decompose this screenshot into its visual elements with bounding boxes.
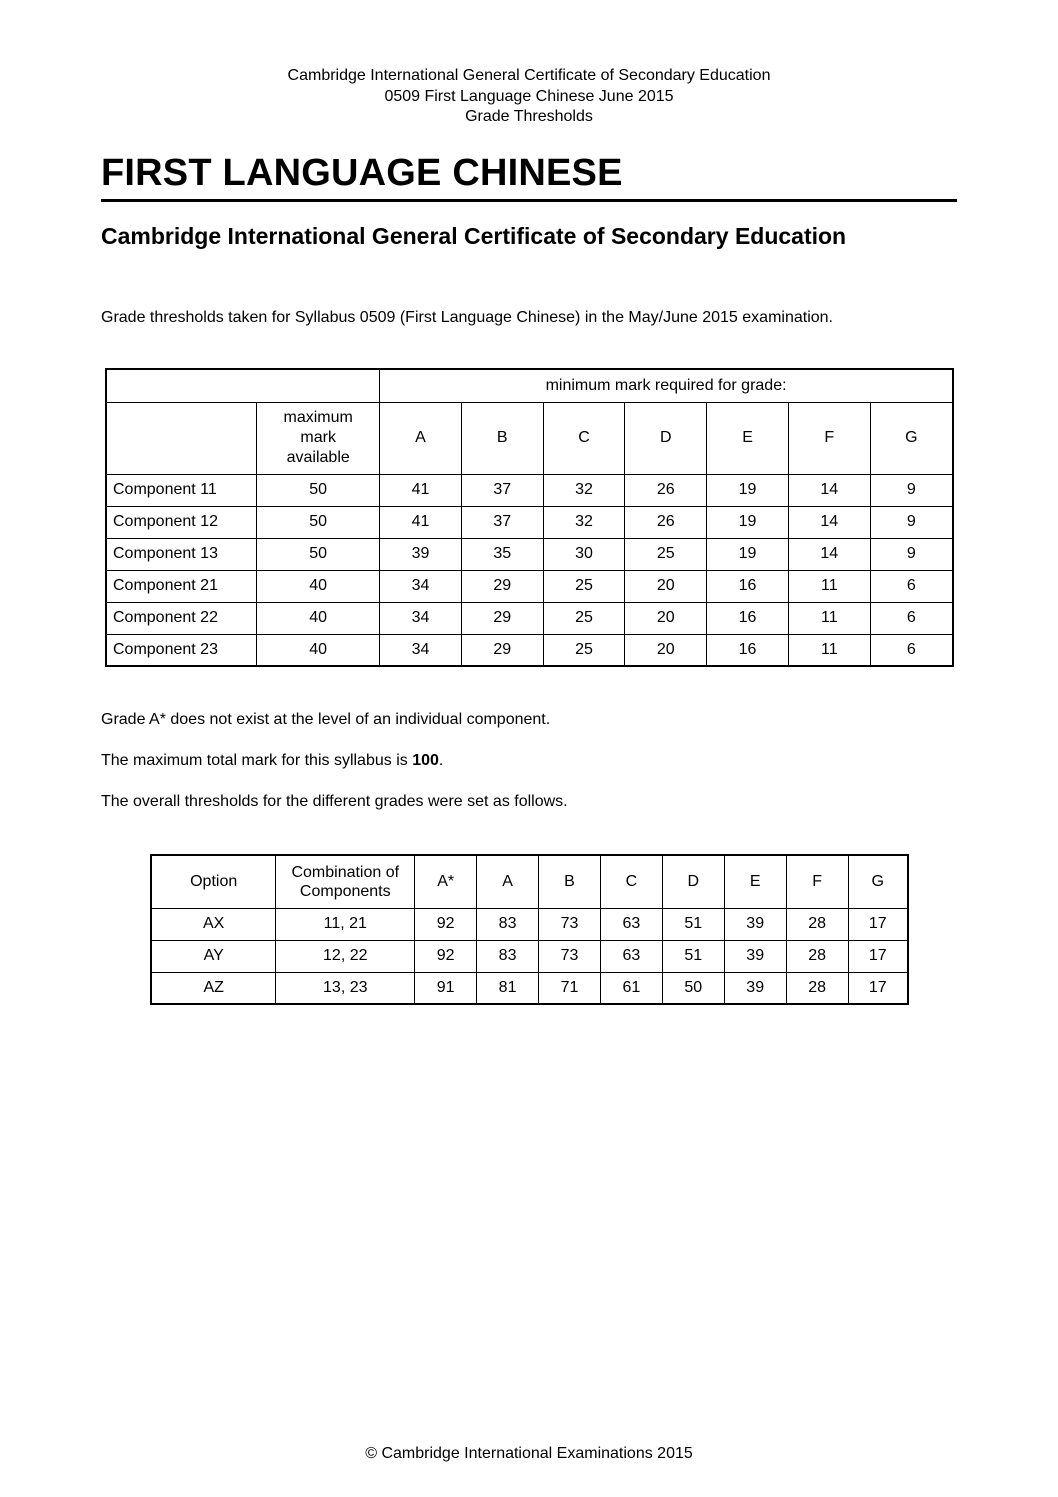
mark-cell: 32	[543, 506, 625, 538]
mark-cell: 73	[539, 940, 601, 972]
mark-cell: 30	[543, 538, 625, 570]
table-row	[151, 940, 908, 972]
mark-cell: 29	[461, 602, 543, 634]
page-subtitle: Cambridge International General Certificate of Secondary Education	[101, 223, 847, 249]
mark-cell: 14	[788, 474, 870, 506]
combination-cell: 11, 21	[276, 908, 415, 940]
grade-header: E	[724, 855, 786, 908]
table-row	[106, 602, 953, 634]
document-header	[0, 66, 1058, 128]
mark-cell: 25	[543, 602, 625, 634]
table-row	[151, 972, 908, 1004]
grade-header: C	[600, 855, 662, 908]
mark-cell: 17	[848, 972, 908, 1004]
mark-cell: 19	[707, 506, 789, 538]
component-thresholds-table	[105, 368, 954, 667]
mark-cell: 14	[788, 538, 870, 570]
mark-cell: 51	[662, 940, 724, 972]
mark-cell: 39	[380, 538, 462, 570]
mark-cell: 29	[461, 570, 543, 602]
option-cell: AZ	[151, 972, 276, 1004]
mark-cell: 83	[477, 908, 539, 940]
component-name: Component 12	[106, 506, 257, 538]
mark-cell: 28	[786, 940, 848, 972]
intro-text: Grade thresholds taken for Syllabus 0509 (First Language Chinese) in the May/June 2015 examination.	[101, 309, 833, 326]
combination-cell: 12, 22	[276, 940, 415, 972]
mark-cell: 32	[543, 474, 625, 506]
grade-header: A	[477, 855, 539, 908]
mark-cell: 11	[788, 602, 870, 634]
overall-note: The overall thresholds for the different grades were set as follows.	[101, 793, 568, 810]
grade-header: D	[662, 855, 724, 908]
combination-header	[276, 855, 415, 908]
grade-header: B	[539, 855, 601, 908]
component-name: Component 22	[106, 602, 257, 634]
component-name: Component 21	[106, 570, 257, 602]
combination-header-line: Components	[299, 882, 391, 900]
mark-cell: 92	[415, 940, 477, 972]
mark-cell: 81	[477, 972, 539, 1004]
option-cell: AX	[151, 908, 276, 940]
mark-cell: 9	[870, 538, 953, 570]
max-mark-cell: 50	[257, 474, 380, 506]
mark-cell: 16	[707, 634, 789, 666]
grade-header: E	[707, 402, 789, 474]
mark-cell: 16	[707, 602, 789, 634]
mark-cell: 41	[380, 506, 462, 538]
mark-cell: 9	[870, 506, 953, 538]
table-row	[151, 908, 908, 940]
mark-cell: 34	[380, 570, 462, 602]
mark-cell: 39	[724, 972, 786, 1004]
copyright-footer: © Cambridge International Examinations 2015	[365, 1445, 693, 1462]
option-thresholds-table	[150, 854, 909, 1005]
mark-cell: 29	[461, 634, 543, 666]
mark-cell: 28	[786, 908, 848, 940]
mark-cell: 17	[848, 908, 908, 940]
max-mark-header-line: available	[286, 449, 350, 466]
mark-cell: 39	[724, 908, 786, 940]
combination-cell: 13, 23	[276, 972, 415, 1004]
max-total-prefix: The maximum total mark for this syllabus is	[101, 752, 413, 769]
grade-header: D	[625, 402, 707, 474]
mark-cell: 71	[539, 972, 601, 1004]
max-total-suffix: .	[438, 752, 444, 769]
max-mark-header	[257, 402, 380, 474]
table-row	[106, 538, 953, 570]
grade-header: C	[543, 402, 625, 474]
max-mark-cell: 50	[257, 506, 380, 538]
mark-cell: 16	[707, 570, 789, 602]
header-line-qualification: Cambridge International General Certificate of Secondary Education	[287, 67, 771, 84]
combination-header-line: Combination of	[291, 863, 400, 881]
mark-cell: 26	[625, 506, 707, 538]
mark-cell: 73	[539, 908, 601, 940]
mark-cell: 6	[870, 634, 953, 666]
mark-cell: 34	[380, 602, 462, 634]
max-total-value: 100	[412, 752, 439, 769]
blank-header-cell	[106, 369, 380, 402]
mark-cell: 25	[543, 634, 625, 666]
component-name: Component 11	[106, 474, 257, 506]
max-mark-header-line: maximum	[283, 409, 353, 426]
mark-cell: 25	[543, 570, 625, 602]
option-header: Option	[151, 855, 276, 908]
mark-cell: 6	[870, 570, 953, 602]
grade-header: G	[848, 855, 908, 908]
blank-header-cell	[106, 402, 257, 474]
mark-cell: 17	[848, 940, 908, 972]
mark-cell: 91	[415, 972, 477, 1004]
option-cell: AY	[151, 940, 276, 972]
mark-cell: 51	[662, 908, 724, 940]
grade-header: F	[788, 402, 870, 474]
table-row	[106, 506, 953, 538]
mark-cell: 37	[461, 474, 543, 506]
header-line-syllabus: 0509 First Language Chinese June 2015	[384, 87, 674, 105]
table-row	[106, 570, 953, 602]
mark-cell: 41	[380, 474, 462, 506]
mark-cell: 83	[477, 940, 539, 972]
max-mark-cell: 40	[257, 570, 380, 602]
mark-cell: 63	[600, 908, 662, 940]
max-mark-cell: 40	[257, 634, 380, 666]
mark-cell: 25	[625, 538, 707, 570]
mark-cell: 63	[600, 940, 662, 972]
page-title: FIRST LANGUAGE CHINESE	[101, 152, 623, 194]
mark-cell: 11	[788, 634, 870, 666]
title-rule	[101, 199, 957, 202]
grade-header: B	[461, 402, 543, 474]
max-mark-cell: 50	[257, 538, 380, 570]
component-name: Component 13	[106, 538, 257, 570]
mark-cell: 19	[707, 538, 789, 570]
mark-cell: 35	[461, 538, 543, 570]
mark-cell: 28	[786, 972, 848, 1004]
grade-header: A*	[415, 855, 477, 908]
table-row	[106, 474, 953, 506]
mark-cell: 20	[625, 570, 707, 602]
table-row	[106, 634, 953, 666]
max-mark-header-line: mark	[300, 429, 336, 446]
grade-header: A	[380, 402, 462, 474]
mark-cell: 34	[380, 634, 462, 666]
mark-cell: 20	[625, 602, 707, 634]
mark-cell: 92	[415, 908, 477, 940]
max-mark-cell: 40	[257, 602, 380, 634]
mark-cell: 26	[625, 474, 707, 506]
astar-note: Grade A* does not exist at the level of an individual component.	[101, 711, 551, 728]
grade-span-header: minimum mark required for grade:	[380, 369, 953, 402]
max-total-note	[101, 751, 443, 771]
mark-cell: 20	[625, 634, 707, 666]
mark-cell: 19	[707, 474, 789, 506]
grade-header: G	[870, 402, 953, 474]
mark-cell: 50	[662, 972, 724, 1004]
mark-cell: 6	[870, 602, 953, 634]
mark-cell: 61	[600, 972, 662, 1004]
header-line-doc-type: Grade Thresholds	[465, 108, 593, 125]
grade-header: F	[786, 855, 848, 908]
mark-cell: 14	[788, 506, 870, 538]
mark-cell: 39	[724, 940, 786, 972]
mark-cell: 9	[870, 474, 953, 506]
mark-cell: 37	[461, 506, 543, 538]
mark-cell: 11	[788, 570, 870, 602]
component-name: Component 23	[106, 634, 257, 666]
